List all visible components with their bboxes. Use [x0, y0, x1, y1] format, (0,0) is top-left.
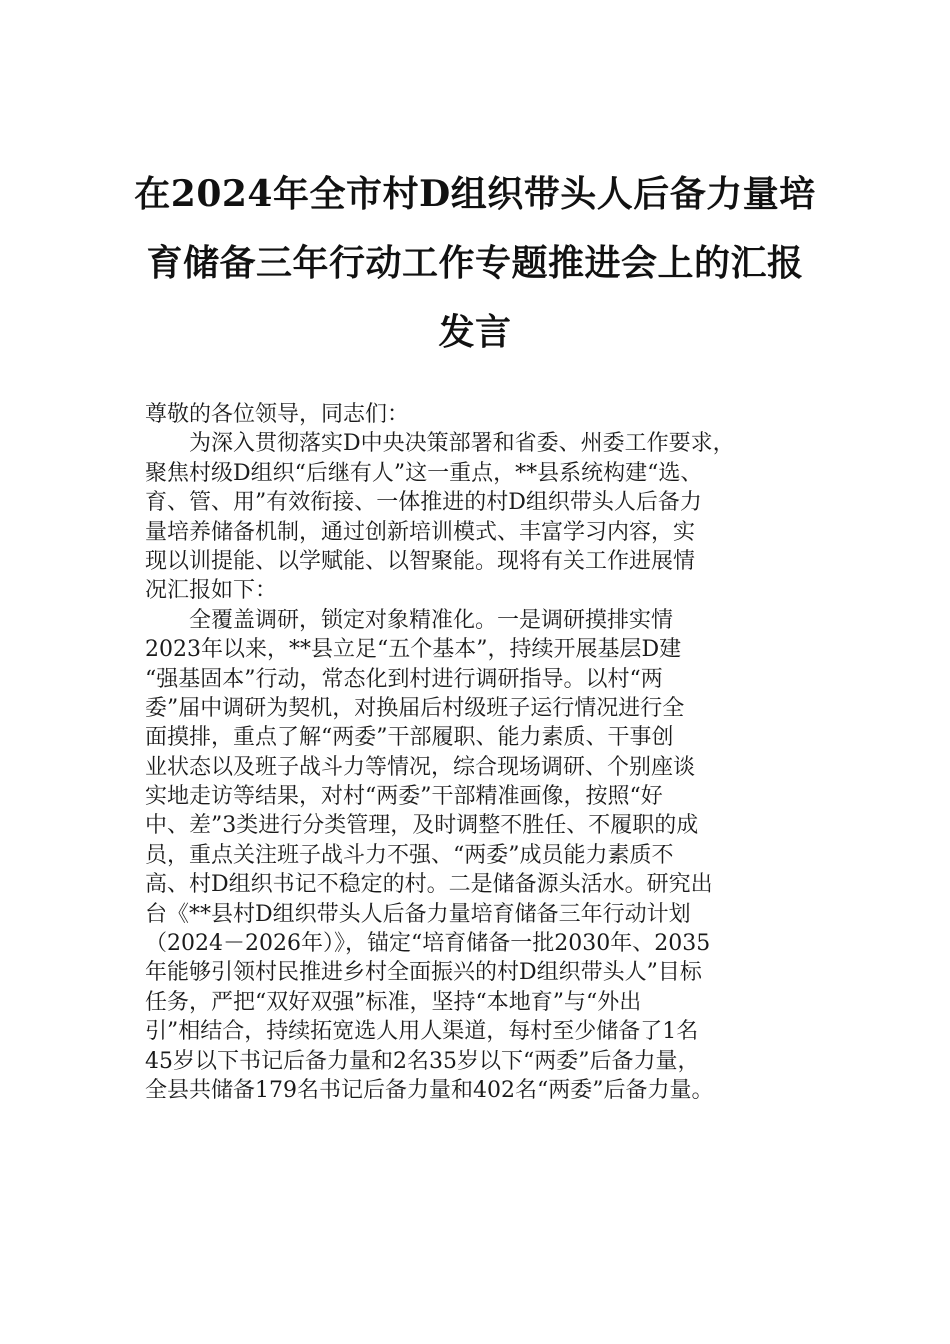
section1-paragraph-line: 中、差”3类进行分类管理，及时调整不胜任、不履职的成	[145, 813, 699, 839]
title-line: 在2024年全市村D组织带头人后备力量培	[134, 173, 816, 215]
section1-paragraph-line: 业状态以及班子战斗力等情况，综合现场调研、个别座谈	[145, 754, 696, 780]
title-line: 发言	[438, 311, 512, 353]
section1-paragraph-line: 高、村D组织书记不稳定的村。二是储备源头活水。研究出	[145, 872, 713, 898]
section1-paragraph-line: 面摸排，重点了解“两委”干部履职、能力素质、干事创	[145, 725, 674, 751]
section1-paragraph-line: 员，重点关注班子战斗力不强、“两委”成员能力素质不	[145, 842, 674, 868]
section1-paragraph-line: 全县共储备179名书记后备力量和402名“两委”后备力量。	[145, 1077, 714, 1103]
document-body	[145, 400, 825, 1105]
section1-paragraph-line: 全覆盖调研，锁定对象精准化。一是调研摸排实情	[189, 607, 674, 633]
section1-paragraph-line: （2024－2026年）》，锚定“培育储备一批2030年、2035	[145, 931, 711, 957]
intro-paragraph-line: 聚焦村级D组织“后继有人”这一重点，**县系统构建“选、	[145, 460, 703, 486]
intro-paragraph-line: 况汇报如下：	[145, 578, 278, 604]
intro-paragraph-line: 育、管、用”有效衔接、一体推进的村D组织带头人后备力	[145, 490, 702, 516]
intro-paragraph-line: 量培养储备机制，通过创新培训模式、丰富学习内容，实	[145, 519, 696, 545]
section1-paragraph-line: 45岁以下书记后备力量和2名35岁以下“两委”后备力量，	[145, 1048, 700, 1074]
title-line: 育储备三年行动工作专题推进会上的汇报	[146, 242, 804, 284]
intro-paragraph-line: 现以训提能、以学赋能、以智聚能。现将有关工作进展情	[145, 548, 696, 574]
section1-paragraph-line: 引”相结合，持续拓宽选人用人渠道，每村至少储备了1名	[145, 1019, 699, 1045]
section1-paragraph-line: 年能够引领村民推进乡村全面振兴的村D组织带头人”目标	[145, 960, 702, 986]
document-title	[120, 160, 830, 367]
section1-paragraph-line: 2023年以来，**县立足“五个基本”，持续开展基层D建	[145, 637, 682, 663]
section1-paragraph-line: 任务，严把“双好双强”标准，坚持“本地育”与“外出	[145, 989, 642, 1015]
section1-paragraph-line: 实地走访等结果，对村“两委”干部精准画像，按照“好	[145, 784, 663, 810]
section1-paragraph-line: “强基固本”行动，常态化到村进行调研指导。以村“两	[145, 666, 663, 692]
intro-paragraph-line: 为深入贯彻落实D中央决策部署和省委、州委工作要求，	[189, 431, 735, 457]
section1-paragraph-line: 台《**县村D组织带头人后备力量培育储备三年行动计划	[145, 901, 691, 927]
salutation: 尊敬的各位领导，同志们：	[145, 402, 410, 427]
section1-paragraph-line: 委”届中调研为契机，对换届后村级班子运行情况进行全	[145, 695, 685, 721]
